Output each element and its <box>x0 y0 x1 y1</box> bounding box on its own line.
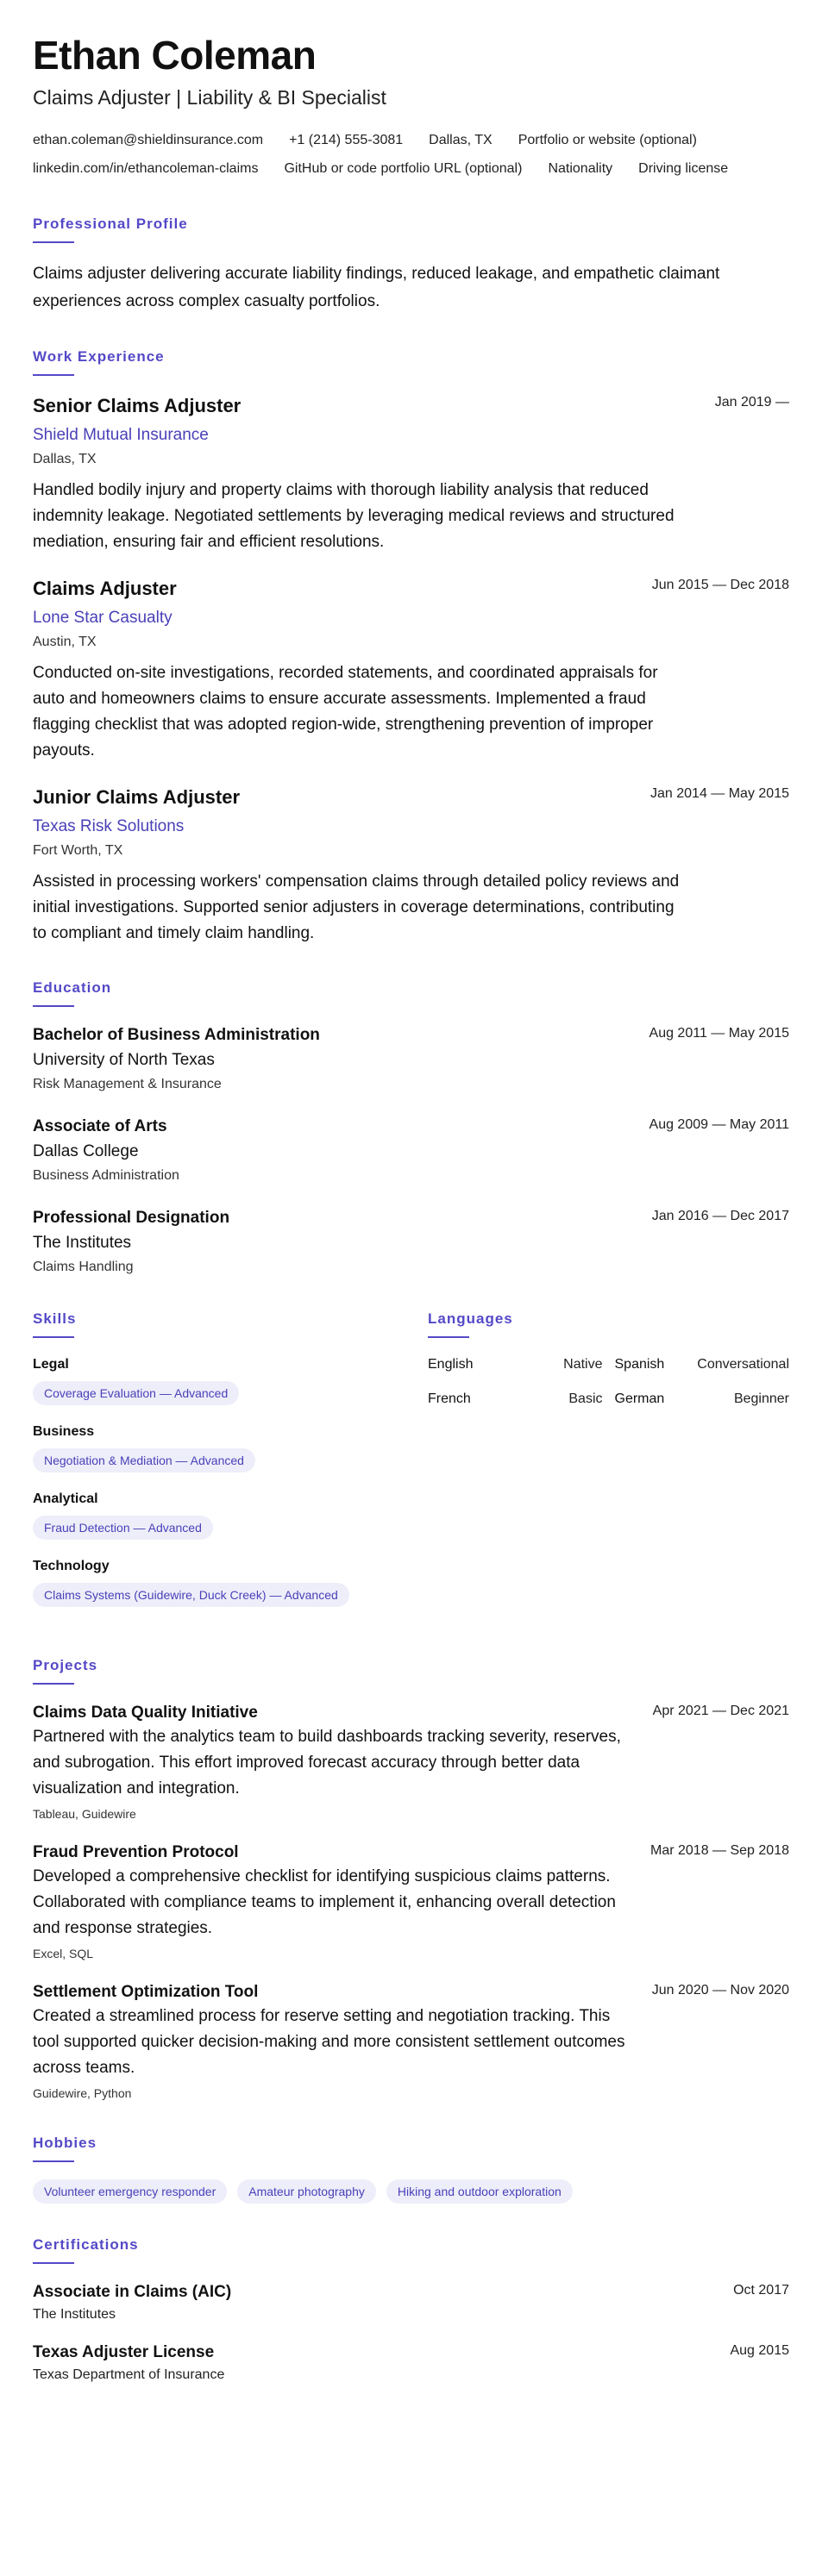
language-level: Beginner <box>733 1391 789 1406</box>
project-tech: Excel, SQL <box>33 1947 94 1960</box>
contact-portfolio[interactable]: Portfolio or website (optional) <box>518 133 697 147</box>
language-name: French <box>428 1391 471 1406</box>
section-title-languages: Languages <box>428 1310 513 1327</box>
section-title-hobbies: Hobbies <box>33 2135 97 2151</box>
project-entry <box>33 1702 789 1823</box>
contact-nationality: Nationality <box>548 161 613 176</box>
language-name: Spanish <box>614 1357 665 1372</box>
education-degree: Professional Designation <box>33 1209 230 1227</box>
job-entry <box>33 785 789 947</box>
section-divider <box>33 2160 74 2162</box>
candidate-name: Ethan Coleman <box>33 33 317 78</box>
experience-section <box>33 348 789 947</box>
section-divider <box>33 1336 74 1338</box>
education-school: Dallas College <box>33 1142 139 1160</box>
education-degree: Bachelor of Business Administration <box>33 1026 320 1044</box>
job-company: Shield Mutual Insurance <box>33 426 209 444</box>
hobby-list <box>33 2179 789 2204</box>
project-description: Partnered with the analytics team to build dashboards tracking severity, reserves, and subrogation. This effort improved forecast accuracy through better data visualization and integration. <box>33 1728 621 1798</box>
job-description: Conducted on-site investigations, recorded statements, and coordinated appraisals for auto and homeowners claims to ensure accurate assessments. Implemented a fraud flagging checklist that was adopted region-wide, strengthening prevention of improper payouts. <box>33 664 658 760</box>
hobby-tag: Volunteer emergency responder <box>33 2179 227 2204</box>
resume-header <box>33 31 789 183</box>
section-divider <box>33 1005 74 1007</box>
contact-location: Dallas, TX <box>429 133 493 147</box>
skill-category: Analytical <box>33 1491 98 1506</box>
section-title-profile: Professional Profile <box>33 216 188 232</box>
skill-category: Legal <box>33 1357 69 1372</box>
project-dates: Jun 2020 — Nov 2020 <box>651 1983 789 1998</box>
section-title-education: Education <box>33 979 112 996</box>
language-list <box>428 1355 789 1409</box>
education-field: Claims Handling <box>33 1260 134 1274</box>
section-divider <box>428 1336 469 1338</box>
hobbies-section <box>33 2135 789 2204</box>
skill-group <box>33 1557 428 1607</box>
skill-tag: Fraud Detection — Advanced <box>33 1516 213 1540</box>
skill-tag: Coverage Evaluation — Advanced <box>33 1381 239 1405</box>
certification-issuer: Texas Department of Insurance <box>33 2367 225 2382</box>
language-level: Basic <box>568 1391 603 1406</box>
section-divider <box>33 241 74 243</box>
job-title: Junior Claims Adjuster <box>33 786 241 808</box>
skills-languages-row <box>33 1310 789 1624</box>
skill-tag: Claims Systems (Guidewire, Duck Creek) — Advanced <box>33 1583 349 1607</box>
job-entry <box>33 576 789 764</box>
contact-github[interactable]: GitHub or code portfolio URL (optional) <box>284 161 523 176</box>
job-title: Senior Claims Adjuster <box>33 395 242 416</box>
section-title-certifications: Certifications <box>33 2236 139 2253</box>
skill-group <box>33 1422 428 1472</box>
section-title-projects: Projects <box>33 1657 98 1673</box>
certification-name: Texas Adjuster License <box>33 2343 215 2361</box>
education-entry <box>33 1207 789 1278</box>
language-name: German <box>614 1391 665 1406</box>
education-school: University of North Texas <box>33 1051 215 1069</box>
language-name: English <box>428 1357 474 1372</box>
section-title-experience: Work Experience <box>33 348 165 365</box>
skills-section <box>33 1310 428 1624</box>
education-entry <box>33 1024 789 1095</box>
certification-entry <box>33 2281 789 2324</box>
language-item <box>428 1355 603 1374</box>
certification-entry <box>33 2342 789 2385</box>
certifications-section <box>33 2236 789 2385</box>
job-dates: Jan 2014 — May 2015 <box>650 786 789 801</box>
job-title: Claims Adjuster <box>33 578 177 599</box>
project-title: Settlement Optimization Tool <box>33 1983 259 2001</box>
project-entry <box>33 1841 789 1962</box>
profile-summary: Claims adjuster delivering accurate liability findings, reduced leakage, and empathetic claimant experiences across complex casualty portfolios. <box>33 265 720 310</box>
certification-issuer: The Institutes <box>33 2307 116 2322</box>
project-description: Developed a comprehensive checklist for identifying suspicious claims patterns. Collaborated with compliance teams to implement it, enhancing overall detection and response strategies. <box>33 1867 616 1937</box>
job-location: Dallas, TX <box>33 452 97 466</box>
project-dates: Apr 2021 — Dec 2021 <box>652 1704 789 1718</box>
profile-section <box>33 216 789 316</box>
project-tech: Tableau, Guidewire <box>33 1807 136 1821</box>
projects-section <box>33 1657 789 2102</box>
project-title: Claims Data Quality Initiative <box>33 1704 258 1722</box>
job-description: Handled bodily injury and property claims with thorough liability analysis that reduced indemnity leakage. Negotiated settlements by leveraging medical reviews and structured mediation, ensuring fair and efficient resolutions. <box>33 481 675 551</box>
certification-date: Oct 2017 <box>733 2283 789 2298</box>
contact-phone[interactable]: +1 (214) 555-3081 <box>289 133 404 147</box>
education-dates: Aug 2011 — May 2015 <box>649 1026 789 1041</box>
contact-list <box>33 126 789 183</box>
contact-email[interactable]: ethan.coleman@shieldinsurance.com <box>33 133 264 147</box>
skill-category: Technology <box>33 1559 110 1573</box>
job-company: Lone Star Casualty <box>33 609 173 627</box>
job-location: Austin, TX <box>33 635 97 649</box>
certification-name: Associate in Claims (AIC) <box>33 2283 232 2301</box>
contact-driving-license: Driving license <box>638 161 729 176</box>
section-divider <box>33 1683 74 1685</box>
language-item <box>615 1355 790 1374</box>
project-description: Created a streamlined process for reserve setting and negotiation tracking. This tool supported quicker decision-making and more consistent settlement outcomes across teams. <box>33 2007 625 2077</box>
job-entry <box>33 393 789 555</box>
section-divider <box>33 2262 74 2264</box>
project-tech: Guidewire, Python <box>33 2086 132 2100</box>
languages-section <box>428 1310 789 1624</box>
language-level: Conversational <box>697 1357 789 1372</box>
hobby-tag: Hiking and outdoor exploration <box>386 2179 573 2204</box>
job-company: Texas Risk Solutions <box>33 817 185 835</box>
skill-category: Business <box>33 1424 95 1439</box>
education-dates: Jan 2016 — Dec 2017 <box>651 1209 789 1223</box>
project-entry <box>33 1981 789 2102</box>
skill-group <box>33 1355 428 1405</box>
section-title-skills: Skills <box>33 1310 77 1327</box>
hobby-tag: Amateur photography <box>237 2179 376 2204</box>
education-school: The Institutes <box>33 1234 132 1252</box>
skill-tag: Negotiation & Mediation — Advanced <box>33 1448 255 1472</box>
education-section <box>33 979 789 1278</box>
skill-group <box>33 1490 428 1540</box>
candidate-headline: Claims Adjuster | Liability & BI Specialist <box>33 86 386 109</box>
project-dates: Mar 2018 — Sep 2018 <box>650 1843 789 1858</box>
education-field: Business Administration <box>33 1168 179 1183</box>
language-item <box>615 1390 790 1409</box>
contact-linkedin[interactable]: linkedin.com/in/ethancoleman-claims <box>33 161 259 176</box>
education-dates: Aug 2009 — May 2011 <box>649 1117 789 1132</box>
project-title: Fraud Prevention Protocol <box>33 1843 239 1861</box>
section-divider <box>33 374 74 376</box>
education-degree: Associate of Arts <box>33 1117 167 1135</box>
job-description: Assisted in processing workers' compensation claims through detailed policy reviews and initial investigations. Supported senior adjusters in coverage determinations, contributing to compliant and timely claim handling. <box>33 872 680 942</box>
job-dates: Jun 2015 — Dec 2018 <box>651 578 789 592</box>
education-field: Risk Management & Insurance <box>33 1077 222 1091</box>
certification-date: Aug 2015 <box>730 2343 789 2358</box>
job-location: Fort Worth, TX <box>33 843 123 858</box>
education-entry <box>33 1116 789 1186</box>
language-level: Native <box>563 1357 603 1372</box>
language-item <box>428 1390 603 1409</box>
job-dates: Jan 2019 — <box>714 395 789 410</box>
